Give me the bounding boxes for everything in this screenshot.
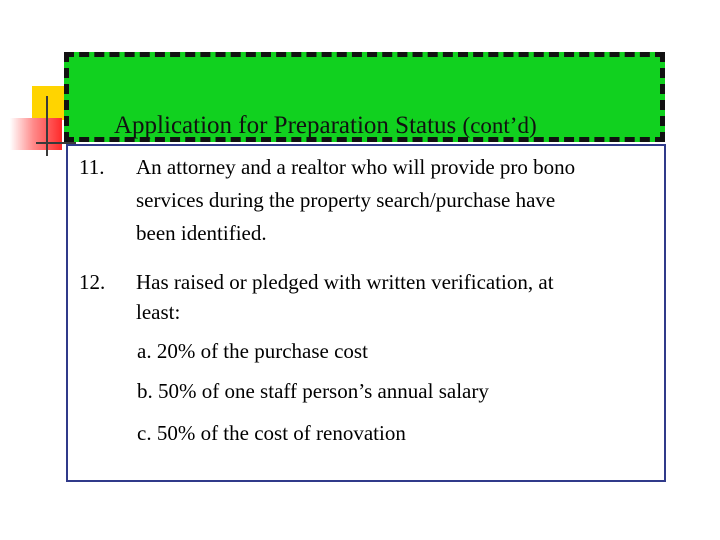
sub-item: b. 50% of one staff person’s annual salary [137, 379, 489, 403]
slide-title-suffix: (cont’d) [462, 113, 537, 138]
item-text-line: services during the property search/purchase have [136, 188, 556, 212]
slide-title [114, 111, 537, 141]
item-number: 12. [79, 270, 106, 294]
item-number: 11. [79, 155, 105, 179]
decorative-yellow-square [32, 86, 66, 120]
sub-item: a. 20% of the purchase cost [137, 339, 368, 363]
decorative-red-gradient [10, 118, 62, 150]
slide-title-main: Application for Preparation Status [114, 112, 457, 139]
item-text-line: been identified. [136, 221, 267, 245]
sub-item: c. 50% of the cost of renovation [137, 421, 406, 445]
item-text-line: Has raised or pledged with written verification, at [136, 270, 554, 294]
decorative-vertical-line [46, 96, 48, 156]
item-text-line: An attorney and a realtor who will provide pro bono [136, 155, 576, 179]
item-text-line: least: [136, 300, 181, 324]
